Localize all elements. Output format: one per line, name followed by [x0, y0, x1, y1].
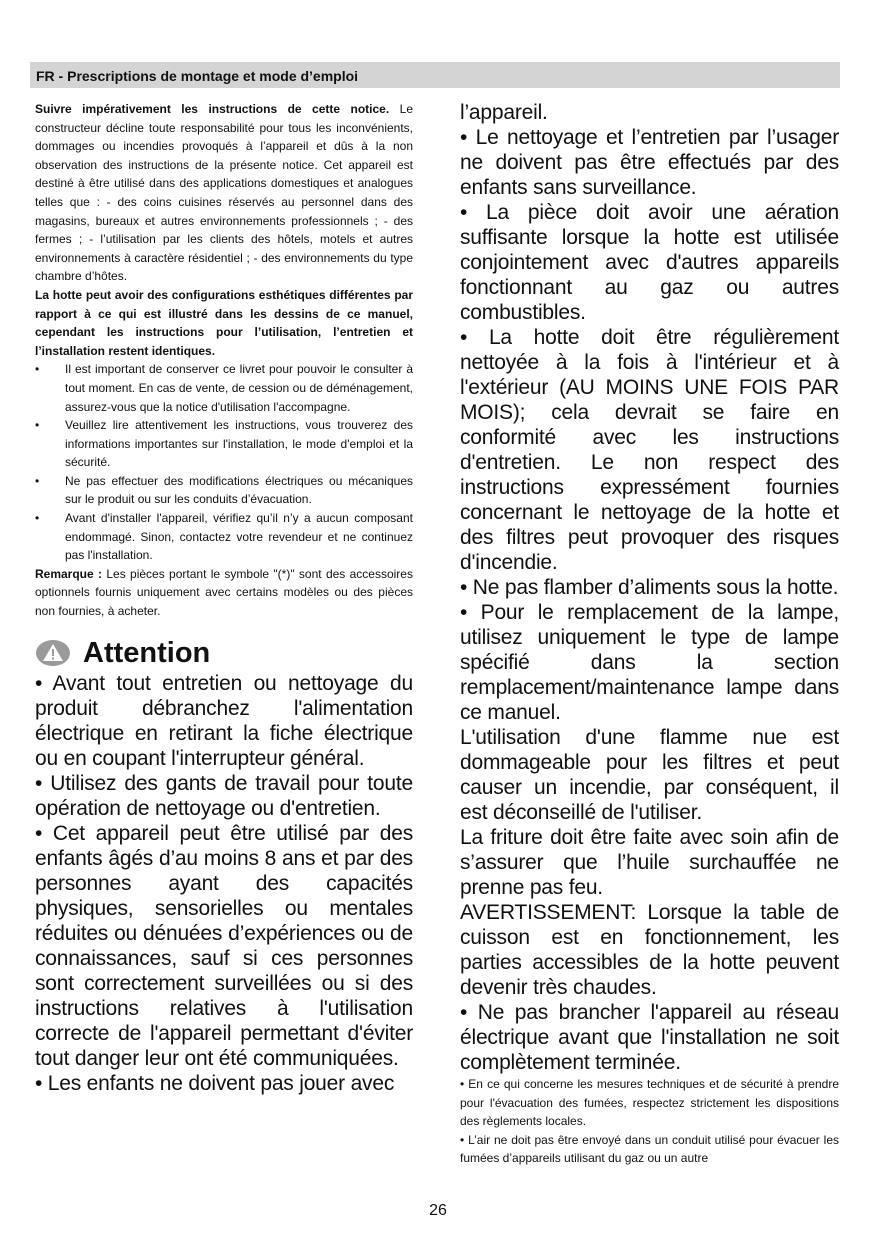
instruction-list: [35, 360, 413, 565]
safety-paragraph: • Ne pas brancher l'appareil au réseau électrique avant que l'installation ne soit complètement terminée.: [460, 1001, 839, 1074]
list-item: • Avant d'installer l'appareil, vérifiez qu’il n’y a aucun composant endommagé. Sinon, contactez votre revendeur et ne continuez pas l'installation.: [35, 509, 413, 565]
regulation-notes: [460, 1075, 839, 1168]
intro-text: Le constructeur décline toute responsabilité pour tous les inconvénients, dommages ou incendies provoqués à l’appareil et dûs à la non observation des instructions de la présente notice. Cet appareil est destiné à être utilisé dans des applications domestiques et analogues telles que : - des coins cuisines réservés au personnel dans des magasins, bureaux et autres environnements professionnels ; - des fermes ; - l’utilisation par les clients des hôtels, motels et autres environnements à caractère résidentiel ; - des environnements du type chambre d’hôtes.: [35, 102, 413, 284]
safety-paragraph: • Ne pas flamber d’aliments sous la hotte.: [460, 576, 839, 599]
safety-paragraph: La friture doit être faite avec soin afin de s’assurer que l’huile surchauffée ne prenne pas feu.: [460, 826, 839, 899]
attention-title: Attention: [83, 636, 211, 669]
safety-body: [460, 100, 839, 1075]
attention-paragraph: • Utilisez des gants de travail pour toute opération de nettoyage ou d'entretien.: [35, 771, 413, 820]
safety-paragraph: l’appareil.: [460, 101, 548, 124]
section-header: [30, 62, 840, 88]
attention-heading: [35, 635, 413, 671]
list-item: • Il est important de conserver ce livret pour pouvoir le consulter à tout moment. En cas de vente, de cession ou de déménagement, assurez-vous que la notice d'utilisation l'accompagne.: [35, 360, 413, 416]
safety-paragraph: • La hotte doit être régulièrement nettoyée à la fois à l'intérieur et à l'extérieur (AU MOINS UNE FOIS PAR MOIS); cela devrait se faire en conformité avec les instructions d'entretien. Le non respect des instructions expressément fournies concernant le nettoyage de la hotte et des filtres peut provoquer des risques d'incendie.: [460, 326, 839, 574]
safety-paragraph: L'utilisation d'une flamme nue est dommageable pour les filtres et peut causer un incendie, par conséquent, il est déconseillé de l'utiliser.: [460, 726, 839, 824]
right-column: [460, 100, 839, 1168]
attention-body: [35, 671, 413, 1096]
attention-paragraph: • Les enfants ne doivent pas jouer avec: [35, 1071, 395, 1095]
note-paragraph: • L’air ne doit pas être envoyé dans un conduit utilisé pour évacuer les fumées d’appareils utilisant du gaz ou un autre: [460, 1132, 839, 1166]
safety-paragraph: AVERTISSEMENT: Lorsque la table de cuisson est en fonctionnement, les parties accessibles de la hotte peuvent devenir très chaudes.: [460, 901, 839, 999]
section-title: FR - Prescriptions de montage et mode d’emploi: [36, 68, 359, 84]
left-column: [35, 100, 413, 1096]
remark-text: Les pièces portant le symbole "(*)" sont des accessoires optionnels fournis uniquement avec certains modèles ou des pièces non fournies, à acheter.: [35, 566, 413, 619]
intro-block: [35, 100, 413, 621]
intro-bold: Suivre impérativement les instructions de cette notice.: [35, 102, 390, 116]
list-item: • Veuillez lire attentivement les instructions, vous trouverez des informations importantes sur l'installation, le mode d'emploi et la sécurité.: [35, 416, 413, 472]
remark-label: Remarque :: [35, 566, 103, 581]
list-item: • Ne pas effectuer des modifications électriques ou mécaniques sur le produit ou sur les conduits d’évacuation.: [35, 472, 413, 509]
warning-icon: [35, 639, 71, 667]
page-number: 26: [429, 1202, 447, 1219]
remark-paragraph: [35, 565, 413, 621]
attention-paragraph: • Avant tout entretien ou nettoyage du produit débranchez l'alimentation électrique en retirant la fiche électrique ou en coupant l'interrupteur général.: [35, 671, 413, 770]
safety-paragraph: • Pour le remplacement de la lampe, utilisez uniquement le type de lampe spécifié dans la section remplacement/maintenance lampe dans ce manuel.: [460, 601, 839, 724]
attention-paragraph: • Cet appareil peut être utilisé par des enfants âgés d’au moins 8 ans et par des personnes ayant des capacités physiques, sensorielles ou mentales réduites ou dénuées d’expériences ou de connaissances, sauf si ces personnes sont correctement surveillées ou si des instructions relatives à l'utilisation correcte de l'appareil permettant d'éviter tout danger leur ont été communiquées.: [35, 821, 413, 1070]
safety-paragraph: • La pièce doit avoir une aération suffisante lorsque la hotte est utilisée conjointement avec d'autres appareils fonctionnant au gaz ou autres combustibles.: [460, 201, 839, 324]
note-paragraph: • En ce qui concerne les mesures techniques et de sécurité à prendre pour l'évacuation des fumées, respectez strictement les dispositions des règlements locales.: [460, 1077, 839, 1129]
intro-paragraph: [35, 100, 413, 286]
config-paragraph: La hotte peut avoir des configurations esthétiques différentes par rapport à ce qui est illustré dans les dessins de ce manuel, cependant les instructions pour l’utilisation, l’entretien et l’installation restent identiques.: [35, 287, 413, 358]
safety-paragraph: • Le nettoyage et l’entretien par l’usager ne doivent pas être effectués par des enfants sans surveillance.: [460, 126, 839, 199]
